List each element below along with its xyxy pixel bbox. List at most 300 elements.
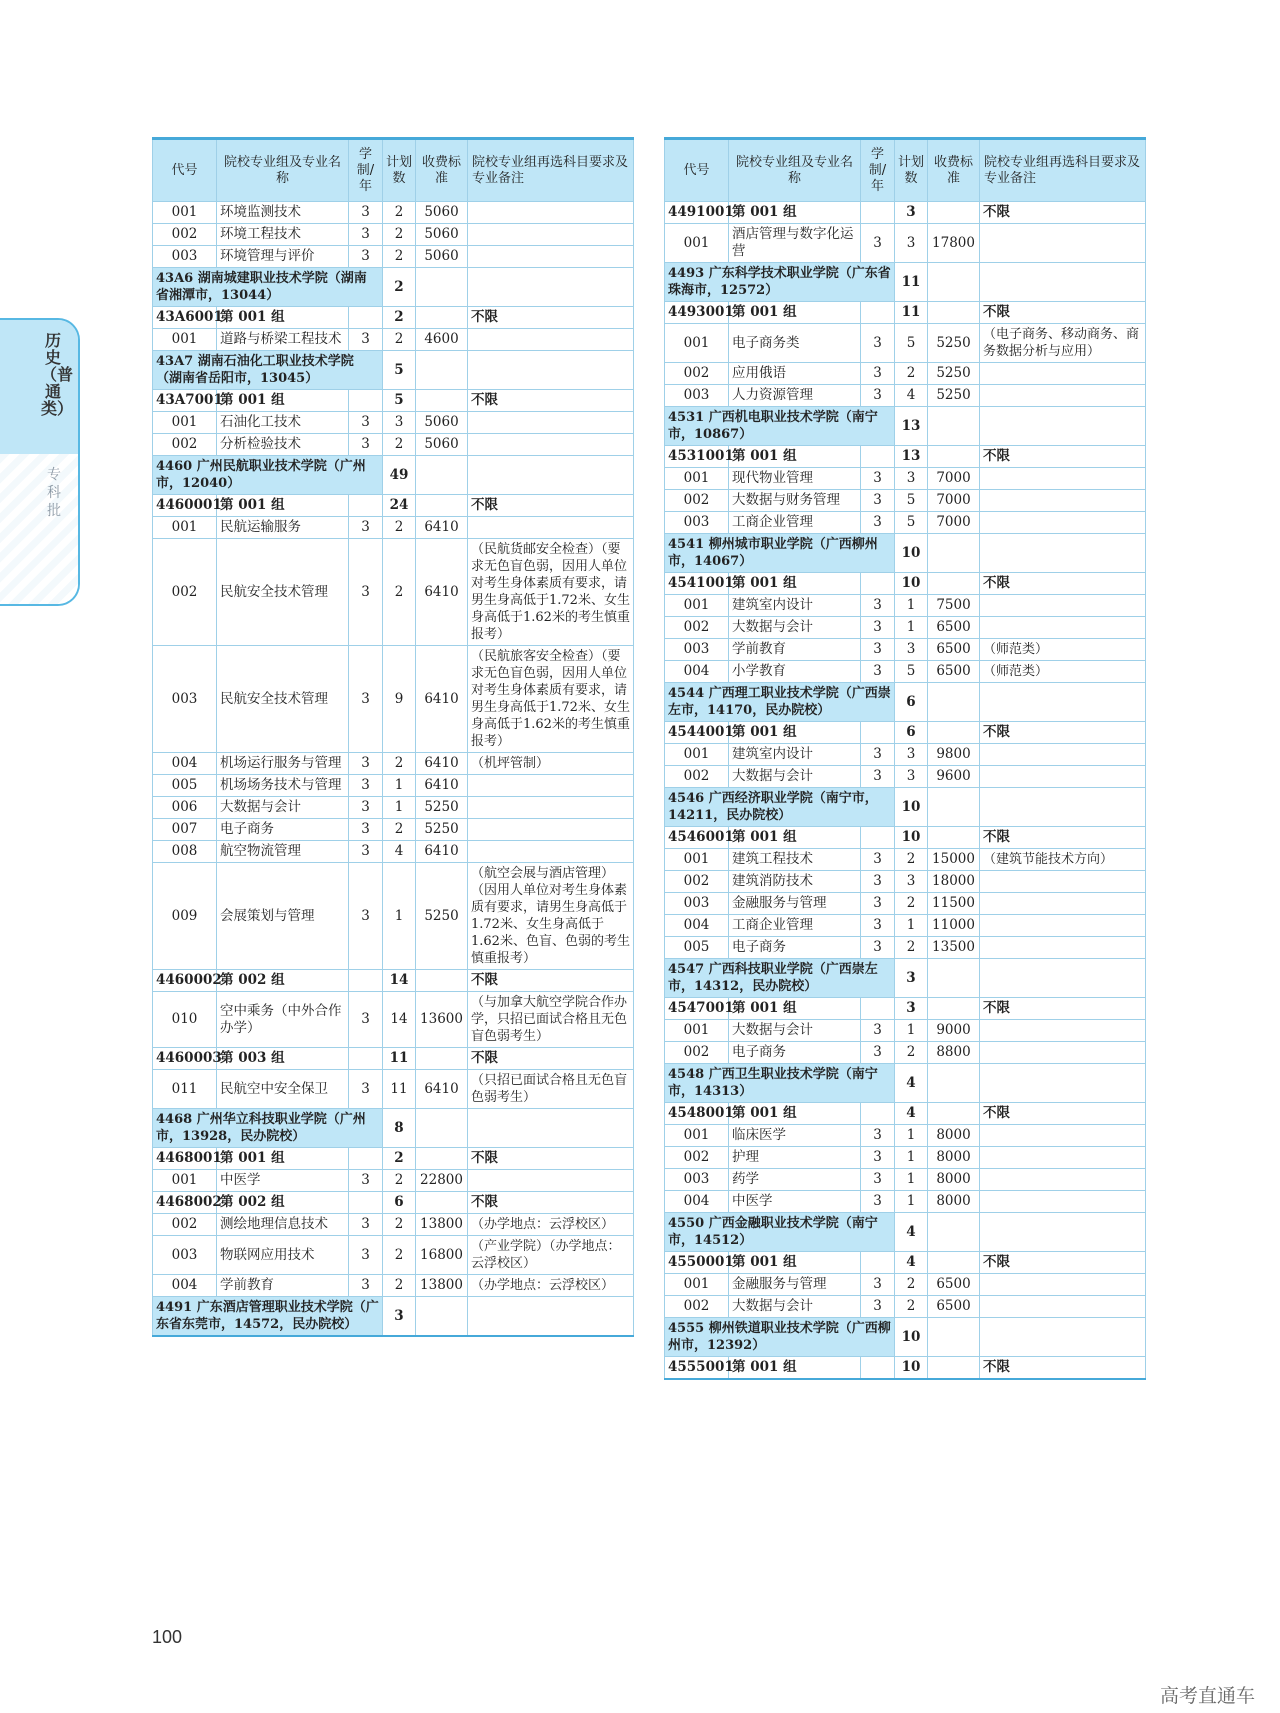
major-name: 测绘地理信息技术 bbox=[217, 1214, 349, 1236]
major-code: 009 bbox=[153, 863, 217, 970]
major-code: 008 bbox=[153, 841, 217, 863]
school-row bbox=[665, 263, 1146, 302]
major-note bbox=[980, 1147, 1146, 1169]
major-code: 002 bbox=[665, 766, 729, 788]
major-plan: 2 bbox=[383, 1170, 416, 1192]
major-note bbox=[980, 766, 1146, 788]
major-plan: 5 bbox=[895, 661, 928, 683]
major-note bbox=[980, 893, 1146, 915]
group-requirement: 不限 bbox=[468, 495, 634, 517]
empty-cell bbox=[349, 1048, 383, 1070]
major-note: （产业学院）（办学地点：云浮校区） bbox=[468, 1236, 634, 1275]
major-code: 001 bbox=[665, 849, 729, 871]
group-code: 4548001 bbox=[665, 1103, 729, 1125]
major-years: 3 bbox=[861, 224, 895, 263]
group-requirement: 不限 bbox=[980, 998, 1146, 1020]
group-requirement: 不限 bbox=[468, 307, 634, 329]
major-plan: 1 bbox=[895, 1191, 928, 1213]
group-code: 4531001 bbox=[665, 446, 729, 468]
empty-cell bbox=[928, 959, 980, 998]
school-plan: 5 bbox=[383, 351, 416, 390]
school-name: 4531 广西机电职业技术学院（南宁市，10867） bbox=[665, 407, 895, 446]
major-note: （电子商务、移动商务、商务数据分析与应用） bbox=[980, 324, 1146, 363]
group-requirement: 不限 bbox=[980, 573, 1146, 595]
major-fee: 9800 bbox=[928, 744, 980, 766]
empty-cell bbox=[980, 534, 1146, 573]
major-note: （民航货邮安全检查）（要求无色盲色弱，因用人单位对考生身体素质有要求，请男生身高低于1.72米、女生身高低于1.62米的考生慎重报考） bbox=[468, 539, 634, 646]
major-years: 3 bbox=[861, 915, 895, 937]
empty-cell bbox=[468, 268, 634, 307]
major-plan: 2 bbox=[383, 517, 416, 539]
group-row bbox=[153, 970, 634, 992]
major-code: 004 bbox=[665, 1191, 729, 1213]
school-name: 43A6 湖南城建职业技术学院（湖南省湘潭市，13044） bbox=[153, 268, 383, 307]
header-years: 学制/年 bbox=[349, 139, 383, 202]
major-code: 003 bbox=[665, 893, 729, 915]
group-code: 4468001 bbox=[153, 1148, 217, 1170]
empty-cell bbox=[861, 827, 895, 849]
empty-cell bbox=[928, 1213, 980, 1252]
empty-cell bbox=[928, 573, 980, 595]
major-plan: 1 bbox=[895, 915, 928, 937]
major-row bbox=[665, 1042, 1146, 1064]
major-years: 3 bbox=[861, 385, 895, 407]
empty-cell bbox=[928, 1318, 980, 1357]
major-plan: 3 bbox=[895, 468, 928, 490]
major-row bbox=[665, 766, 1146, 788]
major-fee: 5250 bbox=[928, 324, 980, 363]
major-row bbox=[665, 871, 1146, 893]
major-name: 工商企业管理 bbox=[729, 512, 861, 534]
empty-cell bbox=[468, 1297, 634, 1337]
empty-cell bbox=[349, 390, 383, 412]
left-table bbox=[152, 137, 634, 1337]
major-note bbox=[468, 517, 634, 539]
major-fee: 11000 bbox=[928, 915, 980, 937]
empty-cell bbox=[416, 307, 468, 329]
major-years: 3 bbox=[349, 819, 383, 841]
group-plan: 11 bbox=[383, 1048, 416, 1070]
major-code: 011 bbox=[153, 1070, 217, 1109]
school-name: 4550 广西金融职业技术学院（南宁市，14512） bbox=[665, 1213, 895, 1252]
empty-cell bbox=[416, 351, 468, 390]
major-plan: 2 bbox=[383, 434, 416, 456]
major-row bbox=[665, 363, 1146, 385]
school-row bbox=[153, 351, 634, 390]
major-note: （师范类） bbox=[980, 639, 1146, 661]
major-code: 003 bbox=[665, 512, 729, 534]
major-code: 003 bbox=[153, 646, 217, 753]
major-years: 3 bbox=[349, 646, 383, 753]
group-name: 第 001 组 bbox=[729, 827, 861, 849]
major-row bbox=[665, 324, 1146, 363]
side-tab-batch-area bbox=[0, 454, 78, 606]
major-name: 分析检验技术 bbox=[217, 434, 349, 456]
major-plan: 1 bbox=[895, 1020, 928, 1042]
major-note bbox=[468, 1170, 634, 1192]
major-row bbox=[665, 224, 1146, 263]
major-years: 3 bbox=[861, 661, 895, 683]
major-note bbox=[468, 412, 634, 434]
empty-cell bbox=[416, 970, 468, 992]
major-code: 003 bbox=[665, 639, 729, 661]
major-note bbox=[980, 1042, 1146, 1064]
empty-cell bbox=[468, 351, 634, 390]
major-note bbox=[468, 819, 634, 841]
header-fee: 收费标准 bbox=[928, 139, 980, 202]
watermark: 高考直通车 bbox=[1160, 1685, 1256, 1707]
group-row bbox=[153, 390, 634, 412]
major-fee: 13500 bbox=[928, 937, 980, 959]
group-plan: 10 bbox=[895, 827, 928, 849]
major-plan: 2 bbox=[383, 224, 416, 246]
major-code: 003 bbox=[665, 1169, 729, 1191]
empty-cell bbox=[928, 263, 980, 302]
major-code: 001 bbox=[153, 517, 217, 539]
major-code: 003 bbox=[665, 385, 729, 407]
group-name: 第 001 组 bbox=[729, 446, 861, 468]
major-years: 3 bbox=[349, 841, 383, 863]
major-code: 003 bbox=[153, 1236, 217, 1275]
major-row bbox=[665, 1147, 1146, 1169]
group-name: 第 002 组 bbox=[217, 1192, 349, 1214]
major-plan: 1 bbox=[383, 775, 416, 797]
major-note bbox=[980, 512, 1146, 534]
major-note bbox=[980, 1020, 1146, 1042]
group-name: 第 001 组 bbox=[729, 1252, 861, 1274]
major-plan: 4 bbox=[895, 385, 928, 407]
major-code: 010 bbox=[153, 992, 217, 1048]
major-note bbox=[468, 797, 634, 819]
group-plan: 4 bbox=[895, 1103, 928, 1125]
right-table bbox=[664, 137, 1146, 1380]
major-name: 环境监测技术 bbox=[217, 202, 349, 224]
empty-cell bbox=[980, 1318, 1146, 1357]
empty-cell bbox=[416, 1048, 468, 1070]
header-plan: 计划数 bbox=[383, 139, 416, 202]
empty-cell bbox=[349, 1192, 383, 1214]
major-fee: 5060 bbox=[416, 412, 468, 434]
major-fee: 17800 bbox=[928, 224, 980, 263]
major-plan: 3 bbox=[895, 639, 928, 661]
group-code: 4544001 bbox=[665, 722, 729, 744]
group-code: 4460001 bbox=[153, 495, 217, 517]
major-code: 002 bbox=[153, 1214, 217, 1236]
group-code: 4541001 bbox=[665, 573, 729, 595]
empty-cell bbox=[928, 302, 980, 324]
major-years: 3 bbox=[349, 797, 383, 819]
major-plan: 2 bbox=[383, 753, 416, 775]
empty-cell bbox=[980, 407, 1146, 446]
major-years: 3 bbox=[861, 1191, 895, 1213]
empty-cell bbox=[416, 456, 468, 495]
major-fee: 15000 bbox=[928, 849, 980, 871]
major-code: 002 bbox=[153, 224, 217, 246]
major-name: 大数据与会计 bbox=[729, 617, 861, 639]
major-code: 004 bbox=[665, 915, 729, 937]
empty-cell bbox=[861, 1103, 895, 1125]
header-plan: 计划数 bbox=[895, 139, 928, 202]
major-plan: 2 bbox=[895, 849, 928, 871]
school-plan: 10 bbox=[895, 534, 928, 573]
major-plan: 2 bbox=[383, 539, 416, 646]
major-fee: 6500 bbox=[928, 617, 980, 639]
major-row bbox=[665, 1169, 1146, 1191]
major-name: 环境管理与评价 bbox=[217, 246, 349, 268]
major-code: 001 bbox=[153, 202, 217, 224]
major-years: 3 bbox=[861, 1020, 895, 1042]
group-row bbox=[153, 307, 634, 329]
major-plan: 2 bbox=[895, 1296, 928, 1318]
major-code: 002 bbox=[153, 539, 217, 646]
major-row bbox=[153, 863, 634, 970]
group-code: 43A6001 bbox=[153, 307, 217, 329]
empty-cell bbox=[861, 722, 895, 744]
major-row bbox=[153, 841, 634, 863]
group-row bbox=[153, 1192, 634, 1214]
major-fee: 5060 bbox=[416, 246, 468, 268]
major-name: 大数据与会计 bbox=[729, 1020, 861, 1042]
major-name: 人力资源管理 bbox=[729, 385, 861, 407]
major-fee: 6410 bbox=[416, 1070, 468, 1109]
major-name: 小学教育 bbox=[729, 661, 861, 683]
group-plan: 13 bbox=[895, 446, 928, 468]
school-name: 4544 广西理工职业技术学院（广西崇左市，14170，民办院校） bbox=[665, 683, 895, 722]
school-row bbox=[153, 456, 634, 495]
group-row bbox=[153, 495, 634, 517]
major-name: 建筑室内设计 bbox=[729, 595, 861, 617]
major-years: 3 bbox=[349, 1170, 383, 1192]
major-plan: 1 bbox=[383, 797, 416, 819]
empty-cell bbox=[861, 573, 895, 595]
major-fee: 18000 bbox=[928, 871, 980, 893]
major-code: 001 bbox=[665, 468, 729, 490]
school-name: 4493 广东科学技术职业学院（广东省珠海市，12572） bbox=[665, 263, 895, 302]
group-plan: 3 bbox=[895, 998, 928, 1020]
group-plan: 24 bbox=[383, 495, 416, 517]
school-row bbox=[153, 1297, 634, 1337]
school-row bbox=[665, 788, 1146, 827]
major-years: 3 bbox=[861, 617, 895, 639]
group-row bbox=[665, 202, 1146, 224]
school-plan: 3 bbox=[383, 1297, 416, 1337]
major-name: 药学 bbox=[729, 1169, 861, 1191]
header-years: 学制/年 bbox=[861, 139, 895, 202]
group-row bbox=[665, 1252, 1146, 1274]
major-name: 酒店管理与数字化运营 bbox=[729, 224, 861, 263]
major-years: 3 bbox=[349, 539, 383, 646]
major-plan: 11 bbox=[383, 1070, 416, 1109]
major-years: 3 bbox=[349, 1236, 383, 1275]
major-row bbox=[153, 646, 634, 753]
empty-cell bbox=[980, 1064, 1146, 1103]
major-fee: 8000 bbox=[928, 1147, 980, 1169]
major-note: （机坪管制） bbox=[468, 753, 634, 775]
school-row bbox=[665, 1318, 1146, 1357]
major-years: 3 bbox=[349, 202, 383, 224]
major-fee: 6500 bbox=[928, 639, 980, 661]
empty-cell bbox=[928, 827, 980, 849]
header-name: 院校专业组及专业名称 bbox=[217, 139, 349, 202]
school-plan: 2 bbox=[383, 268, 416, 307]
header-code: 代号 bbox=[665, 139, 729, 202]
major-years: 3 bbox=[349, 1275, 383, 1297]
empty-cell bbox=[928, 1103, 980, 1125]
side-tab-batch: 专科批 bbox=[47, 467, 61, 519]
group-name: 第 001 组 bbox=[217, 495, 349, 517]
major-code: 004 bbox=[153, 753, 217, 775]
major-row bbox=[665, 849, 1146, 871]
major-row bbox=[153, 1170, 634, 1192]
major-code: 001 bbox=[665, 744, 729, 766]
major-row bbox=[153, 517, 634, 539]
group-requirement: 不限 bbox=[980, 722, 1146, 744]
major-fee: 8800 bbox=[928, 1042, 980, 1064]
major-fee: 22800 bbox=[416, 1170, 468, 1192]
major-row bbox=[665, 661, 1146, 683]
major-code: 003 bbox=[153, 246, 217, 268]
major-code: 001 bbox=[153, 1170, 217, 1192]
major-fee: 9000 bbox=[928, 1020, 980, 1042]
major-row bbox=[665, 1296, 1146, 1318]
major-code: 001 bbox=[665, 1125, 729, 1147]
major-row bbox=[665, 744, 1146, 766]
school-plan: 10 bbox=[895, 1318, 928, 1357]
major-code: 001 bbox=[153, 412, 217, 434]
group-requirement: 不限 bbox=[980, 827, 1146, 849]
major-years: 3 bbox=[861, 1125, 895, 1147]
major-plan: 2 bbox=[383, 819, 416, 841]
major-years: 3 bbox=[349, 224, 383, 246]
group-requirement: 不限 bbox=[468, 1148, 634, 1170]
empty-cell bbox=[928, 202, 980, 224]
major-fee: 8000 bbox=[928, 1125, 980, 1147]
major-years: 3 bbox=[861, 937, 895, 959]
major-code: 006 bbox=[153, 797, 217, 819]
group-code: 4491001 bbox=[665, 202, 729, 224]
major-name: 建筑室内设计 bbox=[729, 744, 861, 766]
major-years: 3 bbox=[861, 639, 895, 661]
major-code: 001 bbox=[665, 1274, 729, 1296]
group-name: 第 001 组 bbox=[217, 307, 349, 329]
major-note: （民航旅客安全检查）（要求无色盲色弱，因用人单位对考生身体素质有要求，请男生身高低于1.72米、女生身高低于1.62米的考生慎重报考） bbox=[468, 646, 634, 753]
empty-cell bbox=[928, 407, 980, 446]
major-note: （办学地点：云浮校区） bbox=[468, 1214, 634, 1236]
group-requirement: 不限 bbox=[980, 202, 1146, 224]
empty-cell bbox=[980, 788, 1146, 827]
major-row bbox=[665, 1274, 1146, 1296]
major-fee: 7000 bbox=[928, 490, 980, 512]
major-years: 3 bbox=[349, 775, 383, 797]
empty-cell bbox=[980, 1213, 1146, 1252]
group-row bbox=[665, 1103, 1146, 1125]
major-name: 大数据与会计 bbox=[217, 797, 349, 819]
major-row bbox=[153, 992, 634, 1048]
group-requirement: 不限 bbox=[468, 390, 634, 412]
group-row bbox=[665, 1357, 1146, 1380]
major-row bbox=[153, 753, 634, 775]
header-fee: 收费标准 bbox=[416, 139, 468, 202]
major-plan: 4 bbox=[383, 841, 416, 863]
major-note bbox=[980, 468, 1146, 490]
group-requirement: 不限 bbox=[468, 1048, 634, 1070]
group-row bbox=[665, 722, 1146, 744]
major-plan: 2 bbox=[895, 937, 928, 959]
major-note bbox=[468, 841, 634, 863]
school-row bbox=[665, 959, 1146, 998]
major-fee: 13800 bbox=[416, 1214, 468, 1236]
major-plan: 5 bbox=[895, 512, 928, 534]
empty-cell bbox=[861, 1252, 895, 1274]
major-fee: 5060 bbox=[416, 202, 468, 224]
major-note: （与加拿大航空学院合作办学，只招已面试合格且无色盲色弱考生） bbox=[468, 992, 634, 1048]
major-fee: 4600 bbox=[416, 329, 468, 351]
major-code: 001 bbox=[665, 324, 729, 363]
major-years: 3 bbox=[349, 863, 383, 970]
major-name: 临床医学 bbox=[729, 1125, 861, 1147]
major-row bbox=[153, 1236, 634, 1275]
major-note bbox=[980, 595, 1146, 617]
major-plan: 5 bbox=[895, 324, 928, 363]
group-plan: 6 bbox=[383, 1192, 416, 1214]
header-code: 代号 bbox=[153, 139, 217, 202]
group-plan: 6 bbox=[895, 722, 928, 744]
empty-cell bbox=[928, 998, 980, 1020]
major-plan: 2 bbox=[383, 329, 416, 351]
group-requirement: 不限 bbox=[980, 302, 1146, 324]
major-plan: 3 bbox=[895, 744, 928, 766]
major-fee: 6410 bbox=[416, 646, 468, 753]
major-plan: 2 bbox=[895, 893, 928, 915]
school-row bbox=[665, 1064, 1146, 1103]
major-fee: 6410 bbox=[416, 517, 468, 539]
major-note bbox=[980, 1274, 1146, 1296]
major-years: 3 bbox=[349, 1070, 383, 1109]
major-years: 3 bbox=[861, 1042, 895, 1064]
major-row bbox=[153, 1070, 634, 1109]
major-code: 002 bbox=[665, 1296, 729, 1318]
side-tab-category-area bbox=[0, 320, 78, 454]
major-name: 学前教育 bbox=[217, 1275, 349, 1297]
empty-cell bbox=[928, 788, 980, 827]
major-note bbox=[468, 246, 634, 268]
major-note bbox=[980, 1191, 1146, 1213]
school-name: 4541 柳州城市职业学院（广西柳州市，14067） bbox=[665, 534, 895, 573]
major-row bbox=[153, 224, 634, 246]
empty-cell bbox=[416, 268, 468, 307]
major-note bbox=[468, 329, 634, 351]
major-row bbox=[153, 819, 634, 841]
empty-cell bbox=[416, 495, 468, 517]
major-fee: 6500 bbox=[928, 661, 980, 683]
empty-cell bbox=[980, 263, 1146, 302]
major-years: 3 bbox=[861, 1169, 895, 1191]
major-years: 3 bbox=[349, 992, 383, 1048]
school-row bbox=[153, 268, 634, 307]
group-name: 第 001 组 bbox=[217, 390, 349, 412]
major-years: 3 bbox=[861, 1274, 895, 1296]
major-note bbox=[980, 363, 1146, 385]
school-name: 4460 广州民航职业技术学院（广州市，12040） bbox=[153, 456, 383, 495]
major-name: 机场场务技术与管理 bbox=[217, 775, 349, 797]
major-plan: 2 bbox=[895, 363, 928, 385]
major-plan: 9 bbox=[383, 646, 416, 753]
school-plan: 6 bbox=[895, 683, 928, 722]
major-row bbox=[665, 915, 1146, 937]
major-code: 002 bbox=[665, 490, 729, 512]
major-row bbox=[153, 775, 634, 797]
group-row bbox=[665, 998, 1146, 1020]
